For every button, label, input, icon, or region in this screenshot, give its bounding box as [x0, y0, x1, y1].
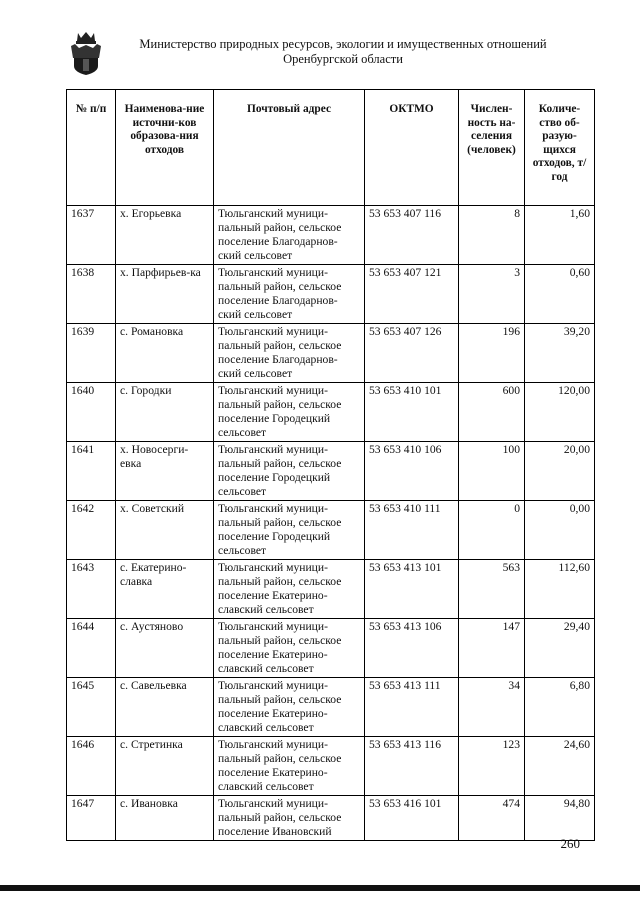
cell-population: 100	[459, 442, 525, 501]
bottom-rule	[0, 885, 640, 891]
cell-waste: 112,60	[525, 560, 595, 619]
cell-oktmo: 53 653 407 121	[365, 265, 459, 324]
cell-address: Тюльганский муници-пальный район, сельское поселение Благодарнов-ский сельсовет	[214, 206, 365, 265]
cell-source: с. Стретинка	[116, 737, 214, 796]
cell-population: 0	[459, 501, 525, 560]
cell-source: х. Егорьевка	[116, 206, 214, 265]
cell-number: 1640	[67, 383, 116, 442]
column-header-address: Почтовый адрес	[214, 90, 365, 206]
cell-source: с. Городки	[116, 383, 214, 442]
cell-address: Тюльганский муници-пальный район, сельское поселение Ивановский	[214, 796, 365, 841]
cell-population: 147	[459, 619, 525, 678]
ministry-title	[118, 37, 568, 67]
cell-number: 1644	[67, 619, 116, 678]
table-header-row	[67, 90, 595, 206]
cell-waste: 24,60	[525, 737, 595, 796]
cell-address: Тюльганский муници-пальный район, сельское поселение Екатерино-славский сельсовет	[214, 560, 365, 619]
cell-waste: 0,00	[525, 501, 595, 560]
cell-oktmo: 53 653 407 126	[365, 324, 459, 383]
table-row	[67, 501, 595, 560]
cell-oktmo: 53 653 413 101	[365, 560, 459, 619]
cell-address: Тюльганский муници-пальный район, сельское поселение Городецкий сельсовет	[214, 383, 365, 442]
cell-source: с. Ивановка	[116, 796, 214, 841]
cell-population: 34	[459, 678, 525, 737]
cell-number: 1645	[67, 678, 116, 737]
cell-address: Тюльганский муници-пальный район, сельское поселение Благодарнов-ский сельсовет	[214, 324, 365, 383]
cell-address: Тюльганский муници-пальный район, сельское поселение Екатерино-славский сельсовет	[214, 737, 365, 796]
cell-number: 1647	[67, 796, 116, 841]
cell-waste: 120,00	[525, 383, 595, 442]
cell-oktmo: 53 653 413 111	[365, 678, 459, 737]
cell-oktmo: 53 653 413 106	[365, 619, 459, 678]
cell-oktmo: 53 653 410 106	[365, 442, 459, 501]
table-row	[67, 265, 595, 324]
cell-source: х. Советский	[116, 501, 214, 560]
cell-population: 3	[459, 265, 525, 324]
cell-address: Тюльганский муници-пальный район, сельское поселение Благодарнов-ский сельсовет	[214, 265, 365, 324]
cell-population: 8	[459, 206, 525, 265]
cell-address: Тюльганский муници-пальный район, сельское поселение Городецкий сельсовет	[214, 442, 365, 501]
cell-number: 1641	[67, 442, 116, 501]
cell-waste: 1,60	[525, 206, 595, 265]
cell-number: 1643	[67, 560, 116, 619]
ministry-title-line2: Оренбургской области	[283, 52, 403, 66]
table-row	[67, 206, 595, 265]
cell-address: Тюльганский муници-пальный район, сельское поселение Екатерино-славский сельсовет	[214, 619, 365, 678]
cell-source: х. Новосерги-евка	[116, 442, 214, 501]
cell-oktmo: 53 653 407 116	[365, 206, 459, 265]
table-row	[67, 383, 595, 442]
cell-population: 196	[459, 324, 525, 383]
cell-waste: 29,40	[525, 619, 595, 678]
cell-number: 1637	[67, 206, 116, 265]
cell-number: 1642	[67, 501, 116, 560]
cell-number: 1639	[67, 324, 116, 383]
column-header-population: Числен-ность на-селения (человек)	[459, 90, 525, 206]
cell-number: 1646	[67, 737, 116, 796]
cell-population: 563	[459, 560, 525, 619]
table-row	[67, 619, 595, 678]
table-row	[67, 324, 595, 383]
page-number: 260	[560, 836, 580, 851]
column-header-oktmo: ОКТМО	[365, 90, 459, 206]
cell-oktmo: 53 653 410 101	[365, 383, 459, 442]
cell-population: 474	[459, 796, 525, 841]
cell-waste: 0,60	[525, 265, 595, 324]
page-header	[0, 0, 640, 90]
column-header-source: Наименова-ние источни-ков образова-ния отходов	[116, 90, 214, 206]
cell-waste: 6,80	[525, 678, 595, 737]
column-header-number: № п/п	[67, 90, 116, 206]
table-row	[67, 796, 595, 841]
cell-source: с. Романовка	[116, 324, 214, 383]
cell-waste: 39,20	[525, 324, 595, 383]
cell-population: 600	[459, 383, 525, 442]
table-row	[67, 737, 595, 796]
cell-address: Тюльганский муници-пальный район, сельское поселение Городецкий сельсовет	[214, 501, 365, 560]
cell-source: с. Савельевка	[116, 678, 214, 737]
table-row	[67, 678, 595, 737]
table-row	[67, 560, 595, 619]
coat-of-arms-icon	[70, 30, 102, 76]
ministry-title-line1: Министерство природных ресурсов, экологии и имущественных отношений	[139, 37, 547, 51]
cell-oktmo: 53 653 416 101	[365, 796, 459, 841]
table-row	[67, 442, 595, 501]
cell-waste: 20,00	[525, 442, 595, 501]
cell-oktmo: 53 653 413 116	[365, 737, 459, 796]
cell-source: с. Аустяново	[116, 619, 214, 678]
waste-sources-table	[66, 89, 595, 841]
cell-source: х. Парфирьев-ка	[116, 265, 214, 324]
cell-population: 123	[459, 737, 525, 796]
cell-number: 1638	[67, 265, 116, 324]
cell-waste: 94,80	[525, 796, 595, 841]
cell-address: Тюльганский муници-пальный район, сельское поселение Екатерино-славский сельсовет	[214, 678, 365, 737]
cell-source: с. Екатерино-славка	[116, 560, 214, 619]
cell-oktmo: 53 653 410 111	[365, 501, 459, 560]
column-header-waste: Количе-ство об-разую-щихся отходов, т/год	[525, 90, 595, 206]
